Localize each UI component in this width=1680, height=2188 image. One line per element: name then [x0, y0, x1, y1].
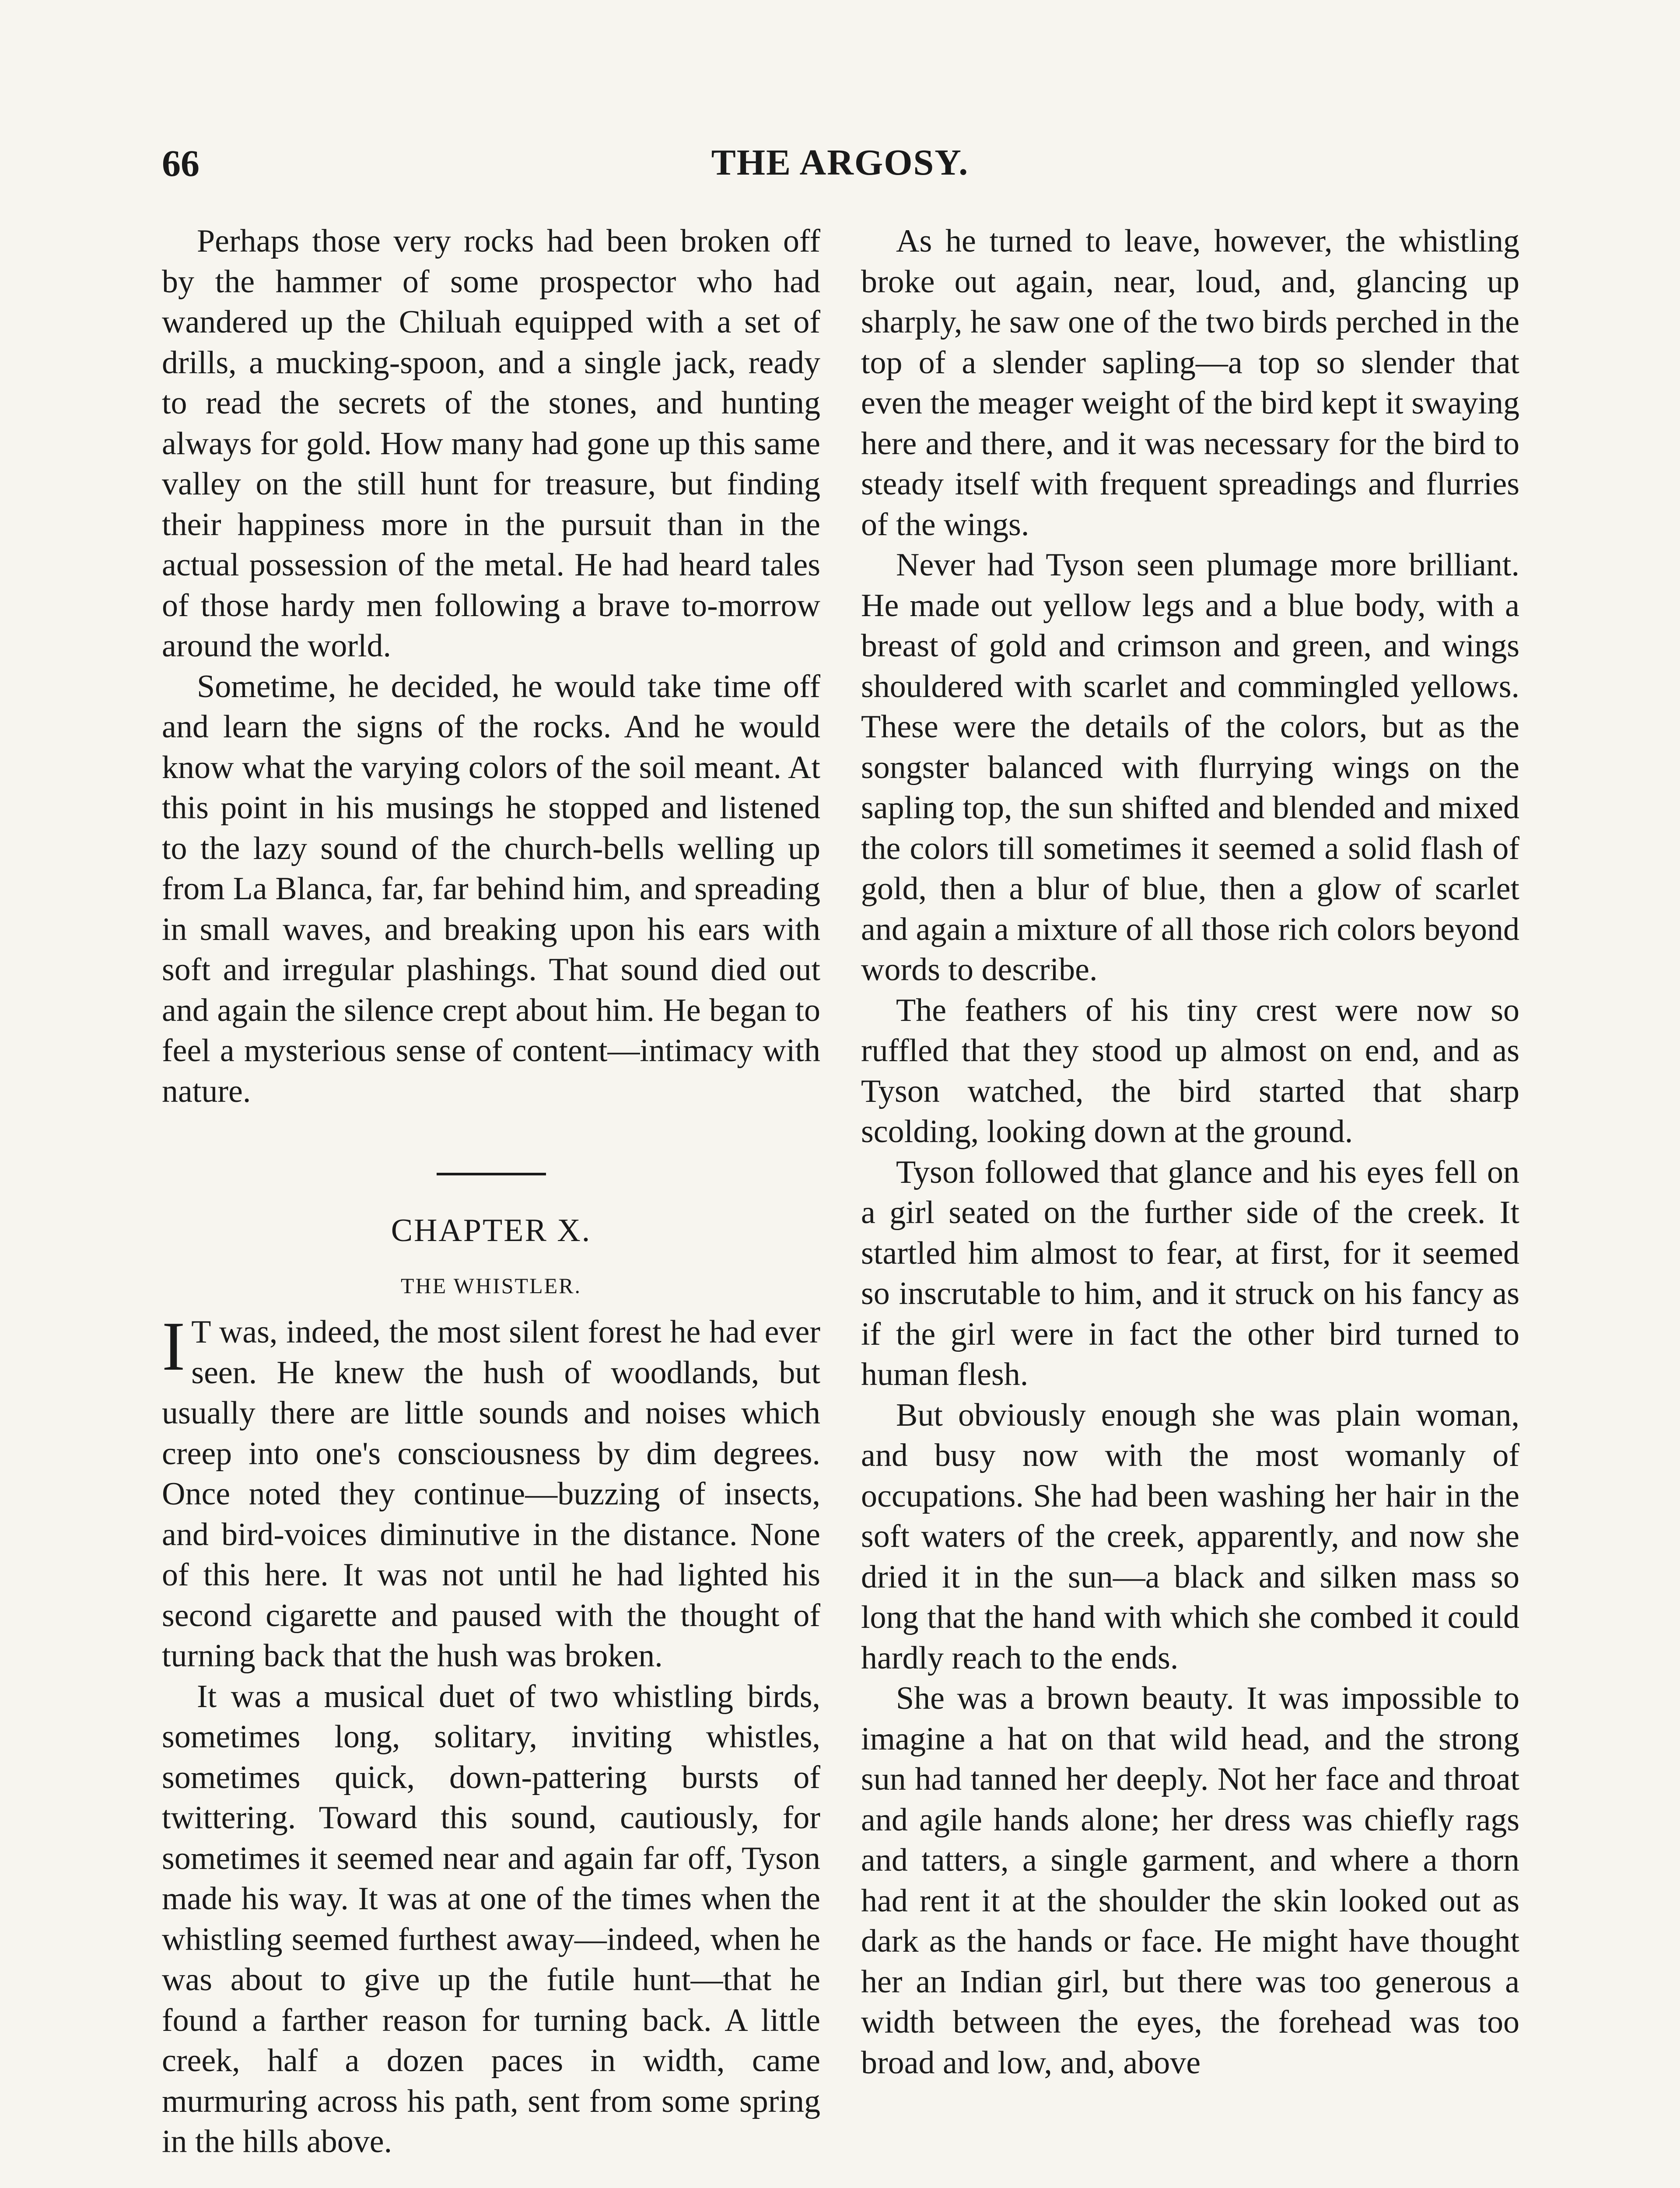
paragraph: As he turned to leave, however, the whistling broke out again, near, loud, and, glancing up sharply, he saw one of the two birds perched in the top of a slender sapling—a top so slender that even the meager weight of the bird kept it swaying here and there, and it was necessary for the bird to steady itself with frequent spreadings and flurries of the wings.	[861, 223, 1519, 543]
paragraph: Perhaps those very rocks had been broken off by the hammer of some prospector who had wandered up the Chiluah equipped with a set of drills, a mucking-spoon, and a single jack, ready to read the secrets of the stones, and hunting always for gold. How many had gone up this same valley on the still hunt for treasure, but finding their happiness more in the pursuit than in the actual possession of the metal. He had heard tales of those hardy men following a brave to-morrow around the world.	[162, 223, 820, 664]
chapter-opening-text: T was, indeed, the most silent forest he had ever seen. He knew the hush of woodlands, but usually there are little sounds and noises which creep into one's consciousness by dim degrees. Once noted they continue—buzzing of insects, and bird-voices diminutive in the distance. None of this here. It was not until he had lighted his second cigarette and paused with the thought of turning back that the hush was broken.	[162, 1314, 820, 1674]
chapter-subtitle: THE WHISTLER.	[400, 1273, 582, 1298]
chapter-divider	[437, 1173, 546, 1175]
paragraph: The feathers of his tiny crest were now so ruffled that they stood up almost on end, and as Tyson watched, the bird started that sharp scolding, looking down at the ground.	[861, 992, 1519, 1150]
paragraph: Never had Tyson seen plumage more brilliant. He made out yellow legs and a blue body, with a breast of gold and crimson and green, and wings shouldered with scarlet and commingled yellows. These were the details of the colors, but as the songster balanced with flurrying wings on the sapling top, the sun shifted and blended and mixed the colors till sometimes it seemed a solid flash of gold, then a blur of blue, then a glow of scarlet and again a mixture of all those rich colors beyond words to describe.	[861, 547, 1519, 988]
paragraph: But obviously enough she was plain woman, and busy now with the most womanly of occupations. She had been washing her hair in the soft waters of the creek, apparently, and now she dried it in the sun—a black and silken mass so long that the hand with which she combed it could hardly reach to the ends.	[861, 1397, 1519, 1676]
paragraph: It was a musical duet of two whistling birds, sometimes long, solitary, inviting whistles, sometimes quick, down-pattering bursts of twittering. Toward this sound, cautiously, for sometimes it seemed near and again far off, Tyson made his way. It was at one of the times when the whistling seemed furthest away—indeed, when he was about to give up the futile hunt—that he found a farther reason for turning back. A little creek, half a dozen paces in width, came murmuring across his path, sent from some spring in the hills above.	[162, 1678, 820, 2160]
drop-cap: I	[162, 1307, 186, 1385]
paragraph: She was a brown beauty. It was impossible to imagine a hat on that wild head, and the strong sun had tanned her deeply. Not her face and throat and agile hands alone; her dress was chiefly rags and tatters, a single garment, and where a thorn had rent it at the shoulder the skin looked out as dark as the hands or face. He might have thought her an Indian girl, but there was too generous a width between the eyes, the forehead was too broad and low, and, above	[861, 1680, 1519, 2081]
left-column	[162, 221, 820, 2162]
right-column	[861, 221, 1519, 2083]
paragraph: Tyson followed that glance and his eyes fell on a girl seated on the further side of the creek. It startled him almost to fear, at first, for it seemed so inscrutable to him, and it struck on his fancy as if the girl were in fact the other bird turned to human flesh.	[861, 1154, 1519, 1392]
paragraph: Sometime, he decided, he would take time off and learn the signs of the rocks. And he would know what the varying colors of the soil meant. At this point in his musings he stopped and listened to the lazy sound of the church-bells welling up from La Blanca, far, far behind him, and spreading in small waves, and breaking upon his ears with soft and irregular plashings. That sound died out and again the silence crept about him. He began to feel a mysterious sense of content—intimacy with nature.	[162, 668, 820, 1109]
chapter-title: CHAPTER X.	[391, 1213, 592, 1248]
page-number: 66	[162, 142, 200, 184]
running-title: THE ARGOSY.	[711, 142, 969, 183]
chapter-opening-paragraph	[162, 1307, 820, 1676]
